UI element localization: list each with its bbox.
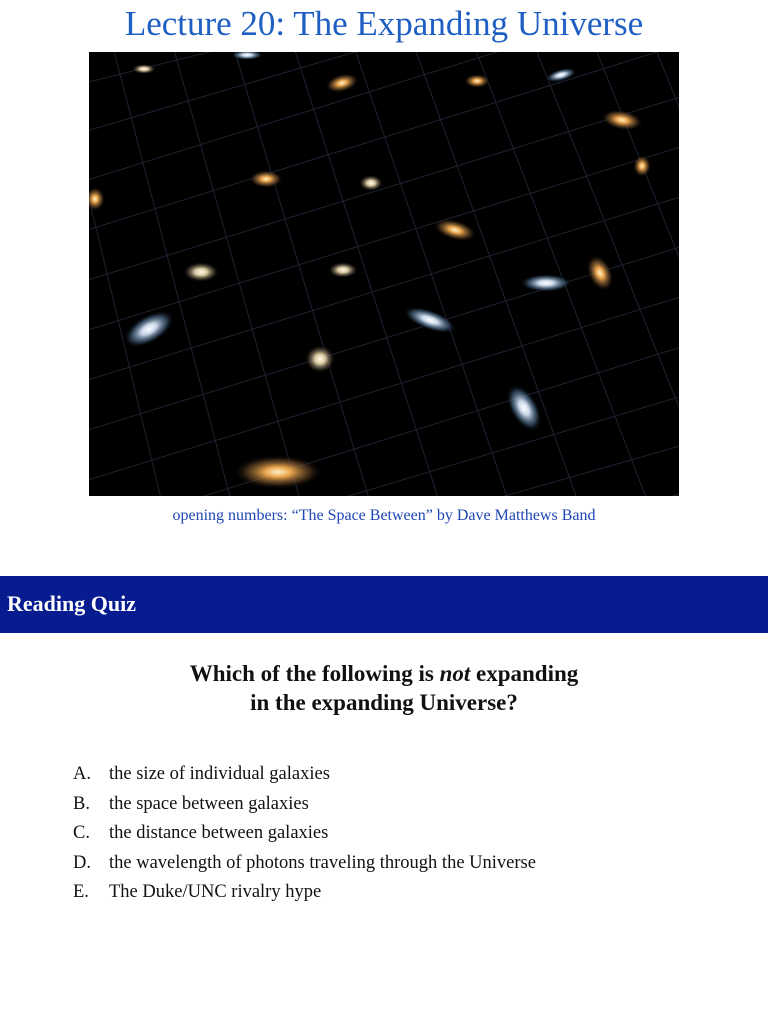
banner-label: Reading Quiz: [7, 591, 136, 616]
answer-letter: C.: [73, 823, 90, 843]
answer-option-e: [73, 878, 536, 908]
answer-option-a: [73, 760, 536, 790]
question-text-before: Which of the following is: [189, 661, 440, 686]
answer-text: the space between galaxies: [109, 793, 309, 814]
question-line-1: [0, 659, 768, 688]
opening-numbers-caption: opening numbers: “The Space Between” by Dave Matthews Band: [172, 507, 596, 524]
answer-text: the size of individual galaxies: [109, 764, 330, 784]
quiz-question: [0, 659, 768, 717]
answer-letter: B.: [73, 793, 90, 814]
answer-options: [73, 760, 536, 908]
answer-text: the wavelength of photons traveling through the Universe: [109, 852, 536, 873]
answer-letter: A.: [73, 764, 91, 784]
answer-option-c: [73, 819, 536, 849]
reading-quiz-banner: [0, 576, 768, 633]
answer-letter: E.: [73, 882, 89, 902]
answer-text: The Duke/UNC rivalry hype: [109, 882, 322, 902]
question-text-after: expanding: [470, 661, 579, 686]
answer-text: the distance between galaxies: [109, 823, 329, 843]
galaxies: [89, 52, 651, 489]
answer-letter: D.: [73, 852, 91, 873]
slide-title: Lecture 20: The Expanding Universe: [124, 4, 644, 43]
question-line-2: in the expanding Universe?: [250, 690, 518, 715]
question-emphasis: not: [439, 661, 471, 686]
answer-option-b: [73, 790, 536, 820]
answer-option-d: [73, 849, 536, 879]
galaxies-illustration: [89, 52, 679, 496]
